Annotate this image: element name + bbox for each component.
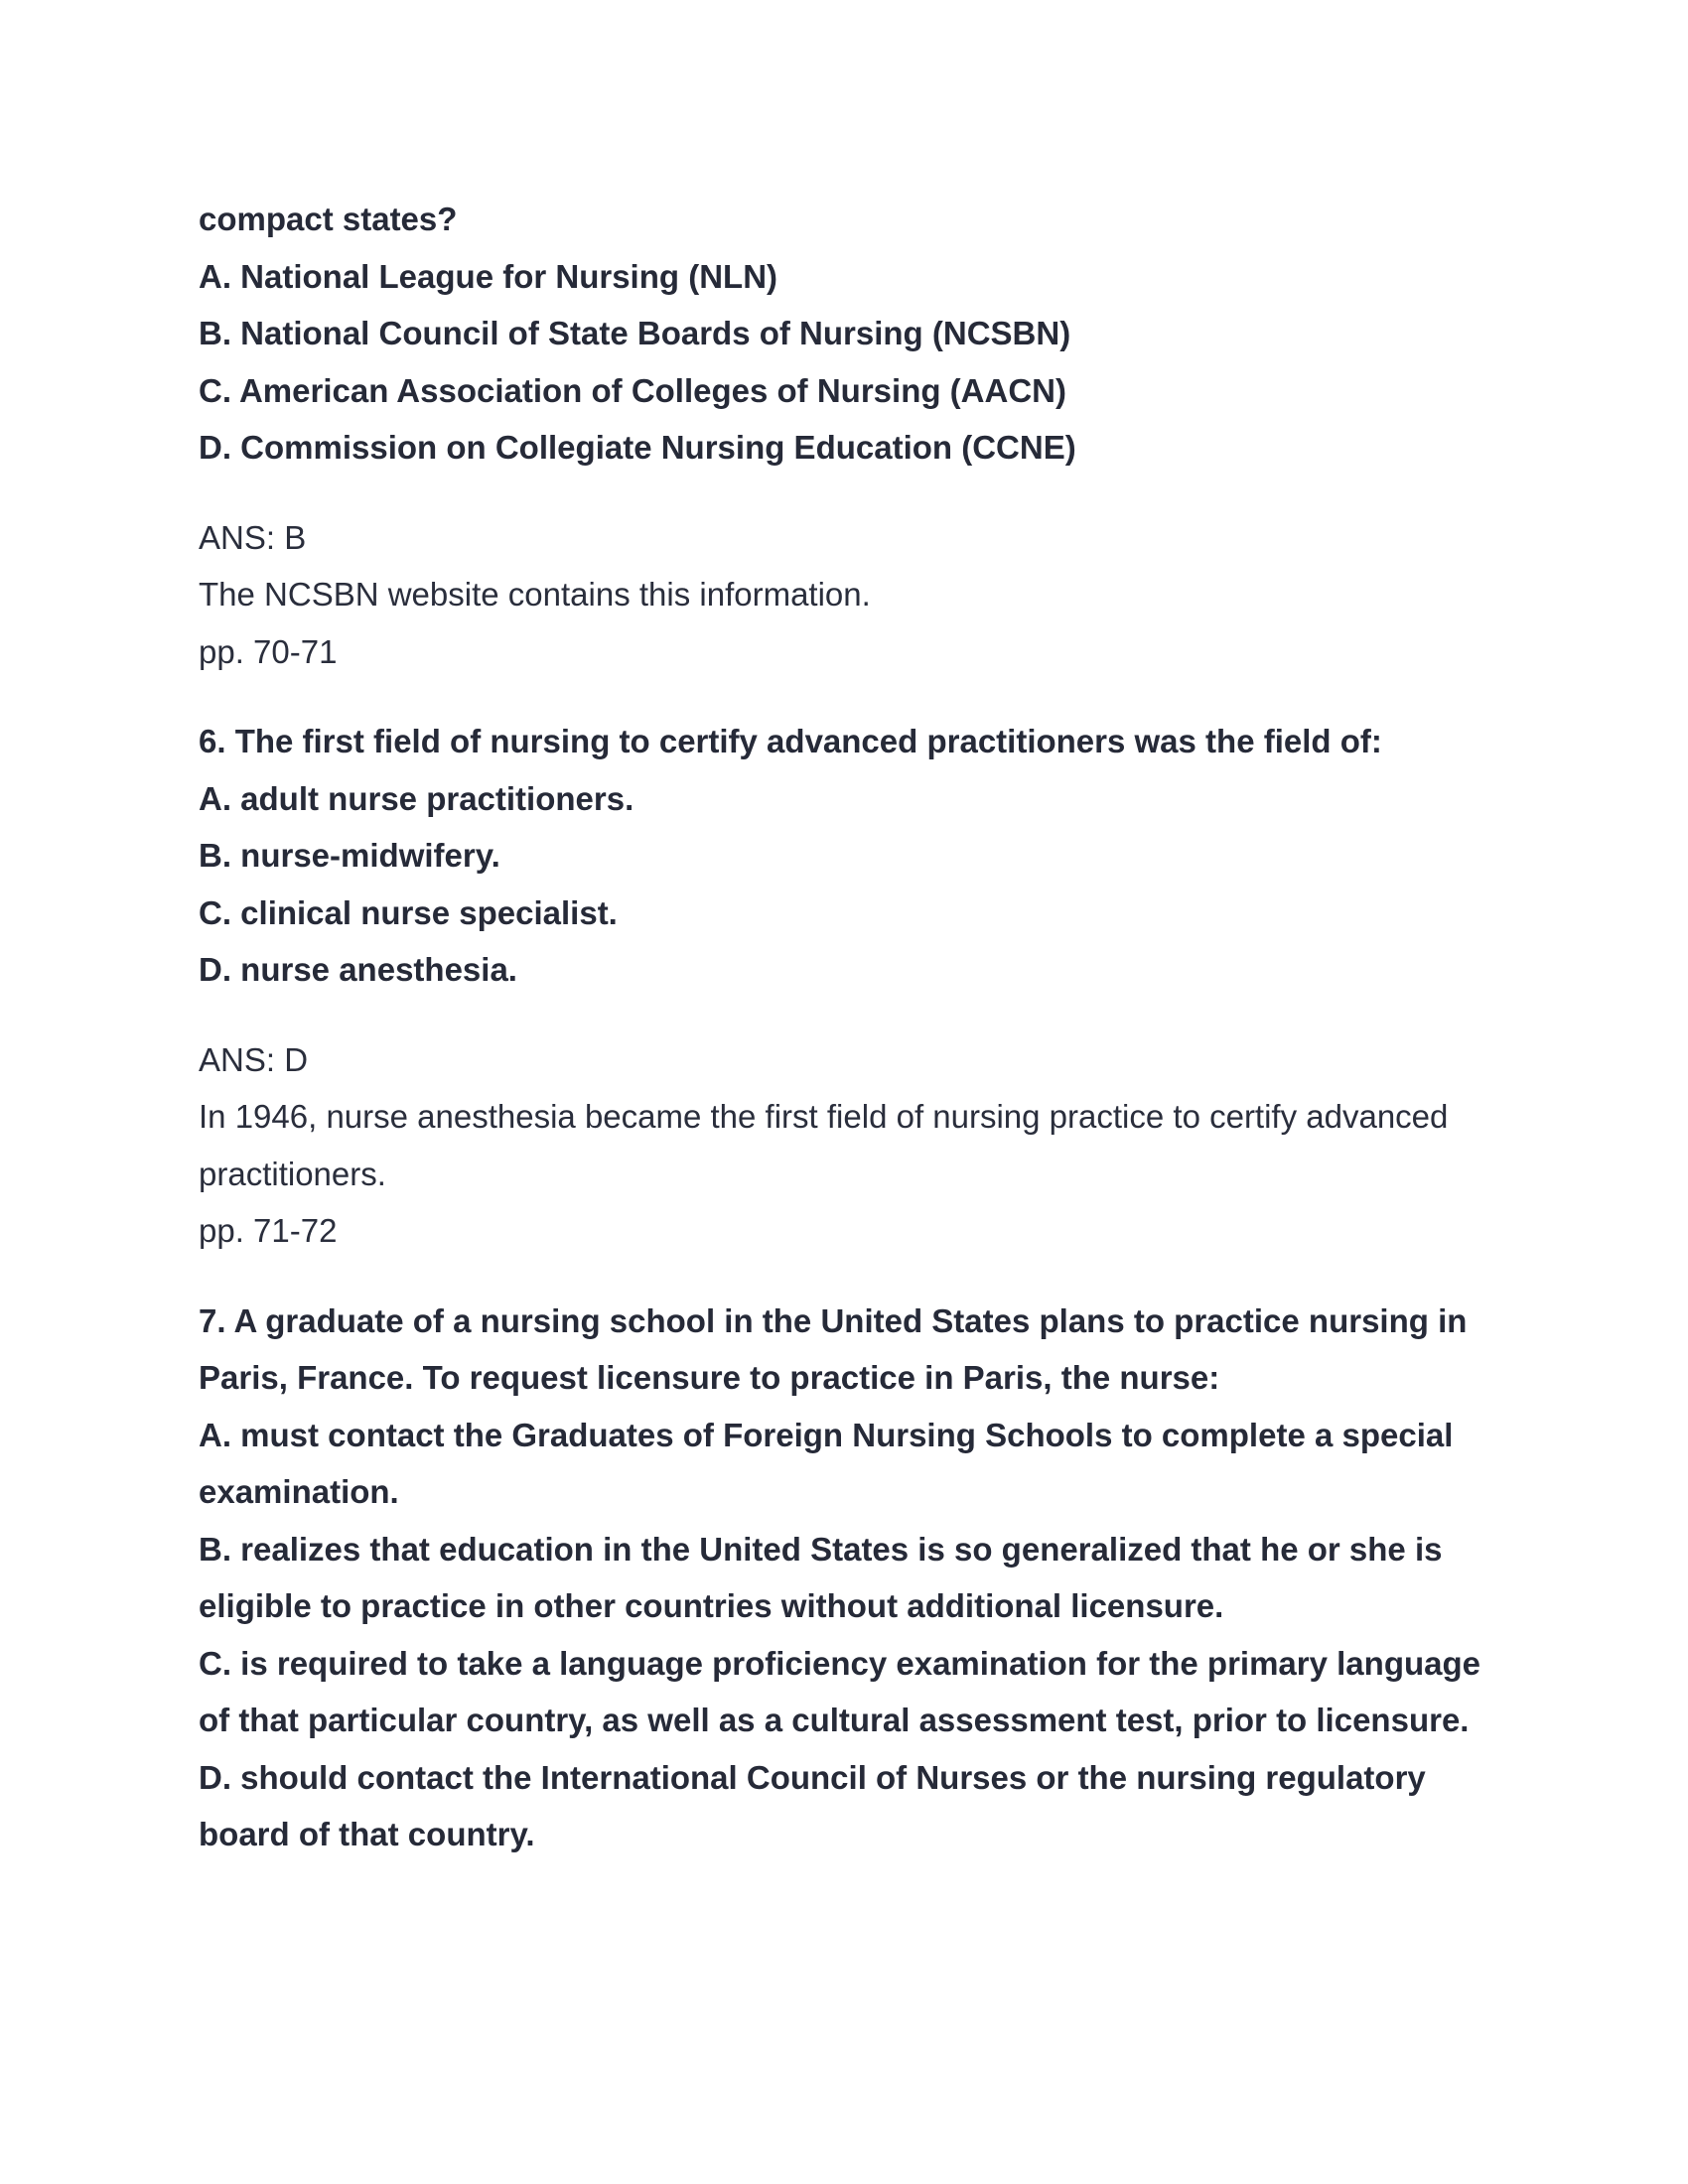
question-5-option-a: A. National League for Nursing (NLN) bbox=[199, 257, 778, 295]
question-6-option-a: A. adult nurse practitioners. bbox=[199, 779, 634, 817]
question-5-option-c: C. American Association of Colleges of Nursing (AACN) bbox=[199, 371, 1066, 409]
question-5-stem: compact states? bbox=[199, 201, 458, 237]
question-7-option-c: C. is required to take a language proficiency examination for the primary language of that particular country, as well as a cultural assessment test, prior to licensure. bbox=[199, 1644, 1480, 1738]
question-6-answer: ANS: D bbox=[199, 1040, 309, 1078]
question-5-option-d: D. Commission on Collegiate Nursing Education (CCNE) bbox=[199, 429, 1076, 466]
question-6-option-d: D. nurse anesthesia. bbox=[199, 951, 517, 988]
question-6-pages: pp. 71-72 bbox=[199, 1212, 338, 1249]
question-7-option-b: B. realizes that education in the United States is so generalized that he or she is eligible to practice in other countries without additional licensure. bbox=[199, 1530, 1443, 1624]
question-7-stem: 7. A graduate of a nursing school in the United States plans to practice nursing in Paris, France. To request licensure to practice in Paris, the nurse: bbox=[199, 1301, 1468, 1396]
question-7-option-a: A. must contact the Graduates of Foreign Nursing Schools to complete a special examination. bbox=[199, 1416, 1454, 1510]
question-5-pages: pp. 70-71 bbox=[199, 632, 338, 670]
question-5-answer-block bbox=[199, 509, 1509, 681]
question-6-rationale: In 1946, nurse anesthesia became the first field of nursing practice to certify advanced practitioners. bbox=[199, 1098, 1449, 1192]
question-5-option-b: B. National Council of State Boards of Nursing (NCSBN) bbox=[199, 315, 1071, 351]
question-5-rationale: The NCSBN website contains this information. bbox=[199, 576, 871, 613]
question-5 bbox=[199, 191, 1509, 477]
question-6-stem: 6. The first field of nursing to certify advanced practitioners was the field of: bbox=[199, 723, 1382, 759]
question-6 bbox=[199, 713, 1509, 999]
question-7 bbox=[199, 1293, 1509, 1863]
question-5-answer: ANS: B bbox=[199, 518, 307, 556]
question-6-option-b: B. nurse-midwifery. bbox=[199, 837, 500, 874]
question-6-answer-block bbox=[199, 1031, 1509, 1260]
document-page bbox=[199, 191, 1509, 1863]
question-6-option-c: C. clinical nurse specialist. bbox=[199, 893, 618, 931]
question-7-option-d: D. should contact the International Council of Nurses or the nursing regulatory board of that country. bbox=[199, 1758, 1426, 1852]
